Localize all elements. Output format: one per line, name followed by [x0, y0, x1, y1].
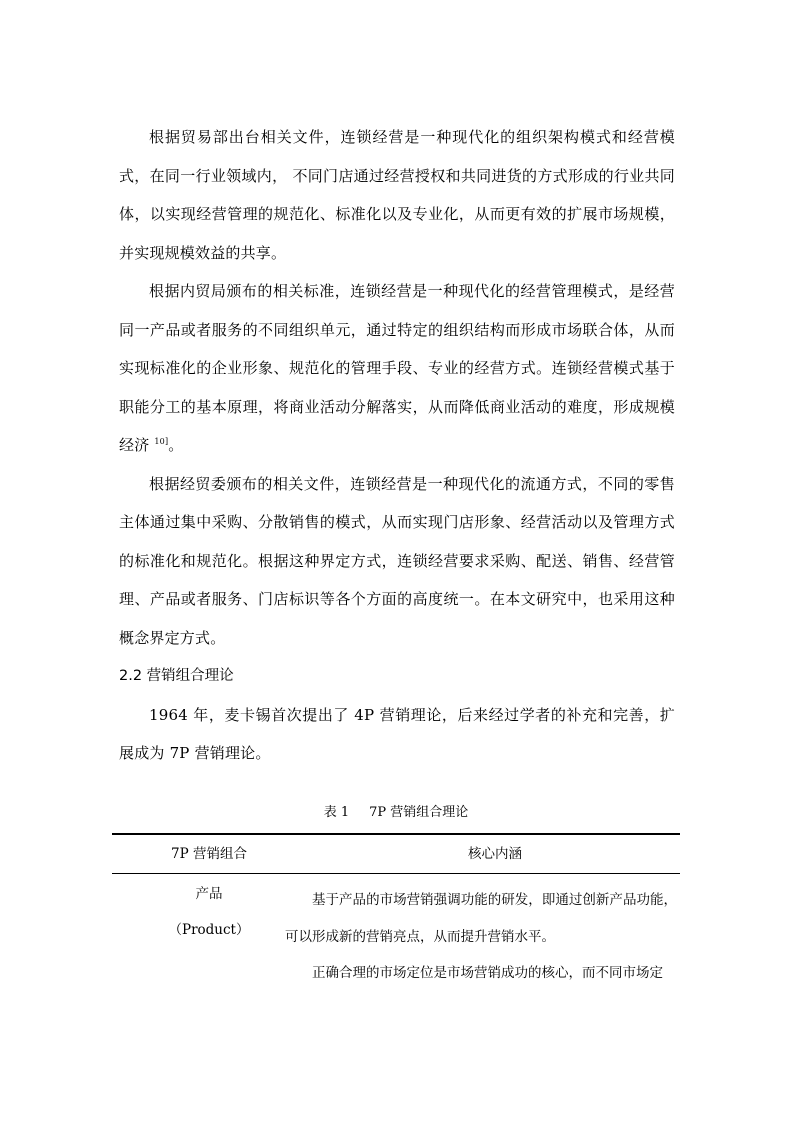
paragraph: 根据贸易部出台相关文件，连锁经营是一种现代化的组织架构模式和经营模式，在同一行业领域内， 不同门店通过经营授权和共同进货的方式形成的行业共同体，以实现经营管理的规范化、标准化以及专业化，从而更有效的扩展市场规模，并实现规模效益的共享。 [119, 128, 675, 262]
table-caption [112, 803, 680, 823]
paragraph [119, 272, 675, 465]
table-top-rule [112, 833, 680, 835]
paragraph-text: 根据内贸局颁布的相关标准，连锁经营是一种现代化的经营管理模式，是经营同一产品或者服务的不同组织单元，通过特定的组织结构而形成市场联合体，从而实现标准化的企业形象、规范化的管理手段、专业的经营方式。连锁经营模式基于职能分工的基本原理，将商业活动分解落实，从而降低商业活动的难度，形成规模经济 [119, 282, 675, 454]
paragraph-end: 。 [168, 436, 184, 454]
citation: 10] [154, 437, 169, 446]
section-heading: 2.2 营销组合理论 [119, 668, 234, 684]
table-caption-title: 7P 营销组合理论 [369, 805, 469, 820]
table-cell-name: 产品 [195, 886, 223, 902]
table-header-cell: 7P 营销组合 [171, 846, 247, 862]
table-header-rule [112, 873, 680, 874]
body-text [119, 118, 675, 773]
table-cell-content: 正确合理的市场定位是市场营销成功的核心，而不同市场定 [312, 965, 663, 981]
paragraph: 1964 年，麦卡锡首次提出了 4P 营销理论，后来经过学者的补充和完善，扩展成为 7P 营销理论。 [119, 705, 675, 762]
table-header-cell: 核心内涵 [468, 846, 522, 862]
table-cell-name-en: （Product） [168, 922, 250, 938]
paragraph: 根据经贸委颁布的相关文件，连锁经营是一种现代化的流通方式，不同的零售主体通过集中采购、分散销售的模式，从而实现门店形象、经营活动以及管理方式的标准化和规范化。根据这种界定方式，连锁经营要求采购、配送、销售、经营管理、产品或者服务、门店标识等各个方面的高度统一。在本文研究中，也采用这种概念界定方式。 [119, 474, 675, 647]
table-caption-label: 表 1 [323, 805, 350, 820]
table-cell-content: 基于产品的市场营销强调功能的研发，即通过创新产品功能，可以形成新的营销亮点，从而提升营销水平。 [285, 892, 677, 945]
